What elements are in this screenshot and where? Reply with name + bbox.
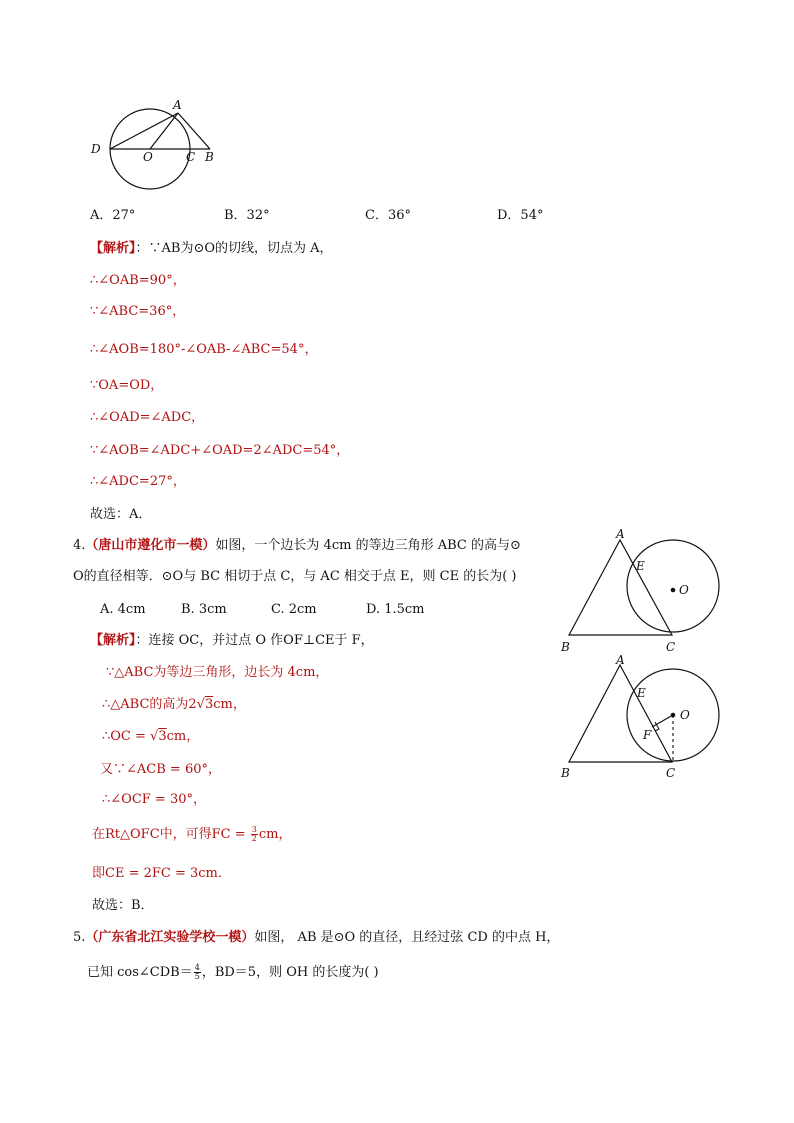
label-c: C (666, 640, 676, 654)
sol-text: ∴△ABC的高为2 (102, 697, 197, 712)
q3-circle-figure (85, 95, 225, 195)
triangle-abc (569, 540, 672, 635)
q4-stem-line-2: O的直径相等．⊙O与 BC 相切于点 C，与 AC 相交于点 E，则 CE 的长为( ) (73, 569, 517, 584)
label-f: F (643, 728, 652, 742)
solution-tag: 【解析】 (90, 241, 136, 256)
q4-solution-line-5: 又∵∠ACB = 60°， (100, 762, 221, 777)
q4-solution-line-4 (102, 729, 199, 745)
q4-solution-line-3 (102, 697, 246, 713)
sqrt-sign: √ (150, 729, 159, 744)
sqrt-radicand: 3 (204, 697, 214, 712)
q4-solution-line-1 (90, 633, 374, 649)
solution-text: ：∵AB为⊙O的切线，切点为 A， (135, 241, 333, 256)
q4-stem-text: 如图，一个边长为 4cm 的等边三角形 ABC 的高与⊙ (215, 538, 521, 553)
q4-solution-line-8: 即CE = 2FC = 3cm． (92, 866, 231, 881)
q4-source: （唐山市遵化市一模） (85, 538, 216, 553)
q3-option-a: A．27° (90, 208, 136, 223)
q4-number: 4. (73, 538, 86, 553)
q5-source: （广东省北江实验学校一模） (85, 930, 255, 945)
q3-solution-line-6: ∴∠OAD=∠ADC， (90, 410, 205, 425)
label-a: A (616, 655, 625, 667)
q4-option-c: C. 2cm (271, 602, 317, 617)
sol-text: 在Rt△OFC中，可得FC = (92, 827, 250, 842)
label-e: E (637, 686, 646, 700)
label-o: O (143, 150, 153, 164)
circle-o (627, 540, 719, 632)
q5-stem-text: ，BD＝5，则 OH 的长度为( ) (201, 965, 379, 980)
segment-oa (150, 113, 178, 149)
q3-solution-line-4: ∴∠AOB=180°-∠OAB-∠ABC=54°， (90, 342, 318, 357)
q5-stem-text: 已知 cos∠CDB＝ (87, 965, 193, 980)
q4-option-b: B. 3cm (181, 602, 227, 617)
solution-text: ：连接 OC，并过点 O 作OF⊥CE于 F， (135, 633, 374, 648)
q5-stem-line-2 (87, 964, 379, 981)
q3-option-d: D．54° (497, 208, 544, 223)
q3-solution-line-7: ∵∠AOB=∠ADC+∠OAD=2∠ADC=54°， (90, 443, 350, 458)
q4-option-d: D. 1.5cm (366, 602, 425, 617)
q3-solution-line-2: ∴∠OAB=90°， (90, 273, 186, 288)
q4-solution-line-7 (92, 826, 291, 843)
sqrt-radicand: 3 (158, 729, 167, 744)
label-o: O (680, 708, 690, 722)
label-e: E (636, 559, 645, 573)
label-a: A (616, 528, 625, 541)
q3-solution-line-8: ∴∠ADC=27°， (90, 474, 186, 489)
q5-stem-line-1 (73, 930, 559, 946)
sol-text: cm， (213, 697, 246, 712)
denominator: 2 (251, 834, 257, 843)
label-c: C (186, 150, 196, 164)
label-d: D (91, 142, 101, 156)
label-b: B (561, 640, 570, 654)
numerator: 4 (194, 963, 200, 972)
numerator: 3 (251, 825, 257, 834)
sol-text: ∴OC = (102, 729, 151, 744)
label-b: B (205, 150, 214, 164)
segment-da (110, 113, 178, 149)
q3-solution-line-3: ∵∠ABC=36°， (90, 304, 186, 319)
segment-of (652, 715, 673, 727)
label-o: O (679, 583, 689, 597)
fraction (251, 826, 258, 843)
q4-option-a: A. 4cm (100, 602, 146, 617)
q4-solution-line-6: ∴∠OCF = 30°， (102, 792, 206, 807)
q3-solution-line-1 (90, 241, 333, 257)
q3-solution-line-5: ∵OA=OD， (90, 378, 164, 393)
q5-number: 5. (73, 930, 86, 945)
q3-option-c: C．36° (365, 208, 411, 223)
q5-stem-text: 如图， AB 是⊙O 的直径，且经过弦 CD 的中点 H， (254, 930, 560, 945)
label-a: A (173, 98, 182, 112)
sol-text: cm， (258, 827, 292, 842)
label-c: C (666, 766, 676, 780)
solution-tag: 【解析】 (90, 633, 136, 648)
triangle-abc (569, 665, 672, 762)
q4-solution-line-2: ∵△ABC为等边三角形，边长为 4cm， (106, 665, 329, 680)
sqrt-sign: √ (196, 697, 205, 712)
q4-answer: 故选：B． (92, 898, 154, 913)
q4-figure-1 (555, 528, 735, 658)
center-o-dot (671, 588, 676, 593)
q4-figure-2 (555, 655, 735, 785)
sol-text: cm， (166, 729, 200, 744)
label-b: B (561, 766, 570, 780)
fraction (194, 964, 201, 981)
q3-option-b: B．32° (224, 208, 270, 223)
denominator: 5 (194, 972, 200, 981)
q4-stem-line-1 (73, 538, 521, 554)
segment-ab (178, 113, 210, 149)
q3-answer: 故选：A． (90, 507, 152, 522)
